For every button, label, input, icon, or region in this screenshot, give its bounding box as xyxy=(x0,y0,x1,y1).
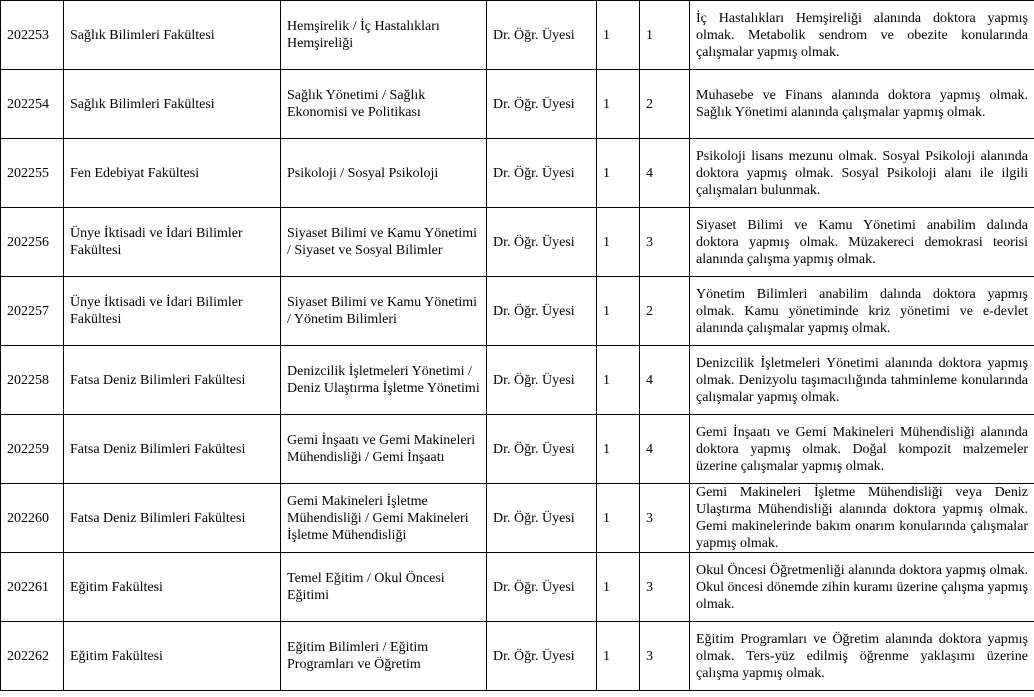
position-points: 2 xyxy=(640,277,690,346)
position-requirements: Gemi İnşaatı ve Gemi Makineleri Mühendisliği alanında doktora yapmış olmak. Doğal kompozit malzemeler üzerine çalışmalar yapmış olmak. xyxy=(690,415,1034,484)
position-quota: 1 xyxy=(597,277,640,346)
position-quota: 1 xyxy=(597,70,640,139)
position-points: 1 xyxy=(640,1,690,70)
position-code: 202257 xyxy=(1,277,64,346)
academic-title: Dr. Öğr. Üyesi xyxy=(487,553,597,622)
position-points: 4 xyxy=(640,346,690,415)
table-row xyxy=(1,208,1034,277)
position-code: 202255 xyxy=(1,139,64,208)
position-quota: 1 xyxy=(597,346,640,415)
department-name: Hemşirelik / İç Hastalıkları Hemşireliği xyxy=(281,1,487,70)
position-quota: 1 xyxy=(597,553,640,622)
academic-title: Dr. Öğr. Üyesi xyxy=(487,70,597,139)
position-code: 202261 xyxy=(1,553,64,622)
department-name: Eğitim Bilimleri / Eğitim Programları ve Öğretim xyxy=(281,622,487,691)
table-row xyxy=(1,415,1034,484)
faculty-name: Fen Edebiyat Fakültesi xyxy=(64,139,281,208)
table-row xyxy=(1,70,1034,139)
position-points: 4 xyxy=(640,415,690,484)
position-requirements: Muhasebe ve Finans alanında doktora yapmış olmak. Sağlık Yönetimi alanında çalışmalar yapmış olmak. xyxy=(690,70,1034,139)
academic-title: Dr. Öğr. Üyesi xyxy=(487,208,597,277)
department-name: Sağlık Yönetimi / Sağlık Ekonomisi ve Politikası xyxy=(281,70,487,139)
department-name: Siyaset Bilimi ve Kamu Yönetimi / Yönetim Bilimleri xyxy=(281,277,487,346)
faculty-name: Eğitim Fakültesi xyxy=(64,553,281,622)
table-row xyxy=(1,484,1034,553)
table-body xyxy=(1,1,1034,691)
position-requirements: Gemi Makineleri İşletme Mühendisliği veya Deniz Ulaştırma Mühendisliği alanında doktora yapmış olmak. Gemi makinelerinde bakım onarım konularında çalışmalar yapmış olmak. xyxy=(690,484,1034,553)
position-code: 202260 xyxy=(1,484,64,553)
academic-title: Dr. Öğr. Üyesi xyxy=(487,484,597,553)
department-name: Psikoloji / Sosyal Psikoloji xyxy=(281,139,487,208)
faculty-name: Ünye İktisadi ve İdari Bilimler Fakültesi xyxy=(64,277,281,346)
position-requirements: Yönetim Bilimleri anabilim dalında doktora yapmış olmak. Kamu yönetiminde kriz yönetimi ve e-devlet alanında çalışmalar yapmış olmak. xyxy=(690,277,1034,346)
position-quota: 1 xyxy=(597,139,640,208)
table-row xyxy=(1,277,1034,346)
faculty-name: Sağlık Bilimleri Fakültesi xyxy=(64,1,281,70)
position-code: 202253 xyxy=(1,1,64,70)
position-requirements: Siyaset Bilimi ve Kamu Yönetimi anabilim dalında doktora yapmış olmak. Müzakereci demokrasi teorisi alanında çalışma yapmış olmak. xyxy=(690,208,1034,277)
position-requirements: İç Hastalıkları Hemşireliği alanında doktora yapmış olmak. Metabolik sendrom ve obezite konularında çalışmalar yapmış olmak. xyxy=(690,1,1034,70)
position-code: 202262 xyxy=(1,622,64,691)
position-requirements: Okul Öncesi Öğretmenliği alanında doktora yapmış olmak. Okul öncesi dönemde zihin kuramı üzerine çalışma yapmış olmak. xyxy=(690,553,1034,622)
faculty-name: Ünye İktisadi ve İdari Bilimler Fakültesi xyxy=(64,208,281,277)
position-quota: 1 xyxy=(597,484,640,553)
table-row xyxy=(1,622,1034,691)
position-points: 3 xyxy=(640,553,690,622)
position-requirements: Denizcilik İşletmeleri Yönetimi alanında doktora yapmış olmak. Denizyolu taşımacılığında tahminleme konularında çalışmalar yapmış olmak. xyxy=(690,346,1034,415)
position-requirements: Eğitim Programları ve Öğretim alanında doktora yapmış olmak. Ters-yüz edilmiş öğrenme yaklaşımı üzerine çalışma yapmış olmak. xyxy=(690,622,1034,691)
position-quota: 1 xyxy=(597,208,640,277)
table-row xyxy=(1,553,1034,622)
department-name: Temel Eğitim / Okul Öncesi Eğitimi xyxy=(281,553,487,622)
table-row xyxy=(1,1,1034,70)
table-row xyxy=(1,346,1034,415)
position-points: 3 xyxy=(640,208,690,277)
position-points: 2 xyxy=(640,70,690,139)
position-points: 3 xyxy=(640,622,690,691)
position-points: 4 xyxy=(640,139,690,208)
faculty-name: Eğitim Fakültesi xyxy=(64,622,281,691)
position-code: 202258 xyxy=(1,346,64,415)
department-name: Siyaset Bilimi ve Kamu Yönetimi / Siyaset ve Sosyal Bilimler xyxy=(281,208,487,277)
position-code: 202259 xyxy=(1,415,64,484)
department-name: Denizcilik İşletmeleri Yönetimi / Deniz Ulaştırma İşletme Yönetimi xyxy=(281,346,487,415)
position-requirements: Psikoloji lisans mezunu olmak. Sosyal Psikoloji alanında doktora yapmış olmak. Sosyal Psikoloji alanı ile ilgili çalışmaları bulunmak. xyxy=(690,139,1034,208)
faculty-name: Fatsa Deniz Bilimleri Fakültesi xyxy=(64,346,281,415)
position-code: 202254 xyxy=(1,70,64,139)
academic-title: Dr. Öğr. Üyesi xyxy=(487,622,597,691)
department-name: Gemi İnşaatı ve Gemi Makineleri Mühendisliği / Gemi İnşaatı xyxy=(281,415,487,484)
faculty-name: Sağlık Bilimleri Fakültesi xyxy=(64,70,281,139)
position-quota: 1 xyxy=(597,1,640,70)
position-code: 202256 xyxy=(1,208,64,277)
table-row xyxy=(1,139,1034,208)
faculty-name: Fatsa Deniz Bilimleri Fakültesi xyxy=(64,484,281,553)
academic-title: Dr. Öğr. Üyesi xyxy=(487,277,597,346)
academic-title: Dr. Öğr. Üyesi xyxy=(487,346,597,415)
position-quota: 1 xyxy=(597,415,640,484)
position-points: 3 xyxy=(640,484,690,553)
faculty-name: Fatsa Deniz Bilimleri Fakültesi xyxy=(64,415,281,484)
academic-title: Dr. Öğr. Üyesi xyxy=(487,139,597,208)
academic-title: Dr. Öğr. Üyesi xyxy=(487,415,597,484)
academic-title: Dr. Öğr. Üyesi xyxy=(487,1,597,70)
position-quota: 1 xyxy=(597,622,640,691)
department-name: Gemi Makineleri İşletme Mühendisliği / Gemi Makineleri İşletme Mühendisliği xyxy=(281,484,487,553)
